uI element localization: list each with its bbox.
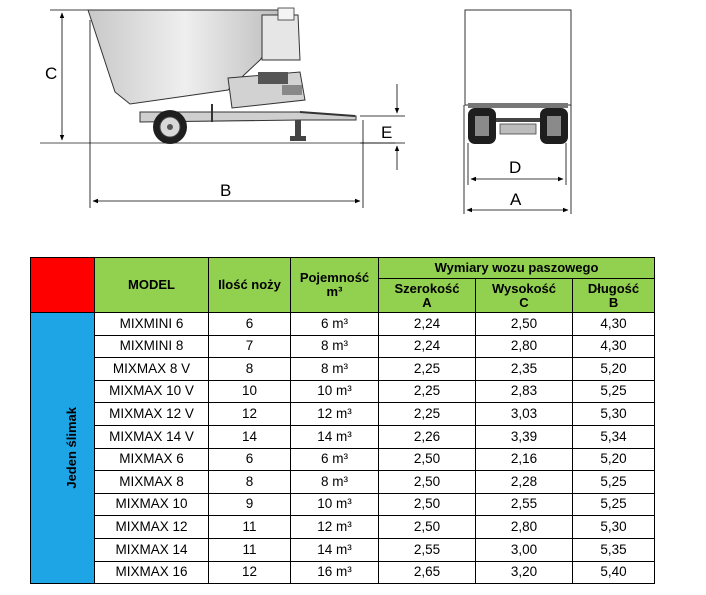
corner-cell: [31, 258, 95, 313]
cell-width: 2,50: [379, 448, 476, 471]
cell-height: 2,55: [476, 493, 573, 516]
cell-height: 2,83: [476, 380, 573, 403]
table-row: [31, 425, 655, 448]
cell-capacity: 8 m³: [291, 358, 379, 381]
table-row: [31, 448, 655, 471]
cell-model: MIXMAX 8: [95, 471, 209, 494]
cell-knives: 9: [209, 493, 291, 516]
table-row: [31, 335, 655, 358]
cell-model: MIXMAX 12: [95, 516, 209, 539]
cell-capacity: 12 m³: [291, 516, 379, 539]
side-view-wagon: [88, 8, 356, 144]
label-e: E: [381, 123, 393, 142]
cell-knives: 12: [209, 403, 291, 426]
cell-model: MIXMINI 8: [95, 335, 209, 358]
label-c: C: [45, 64, 58, 83]
header-length-line2: B: [608, 294, 619, 310]
header-capacity-line1: Pojemność: [299, 270, 370, 286]
cell-width: 2,55: [379, 538, 476, 561]
cell-knives: 14: [209, 425, 291, 448]
cell-length: 5,34: [573, 425, 655, 448]
cell-capacity: 10 m³: [291, 493, 379, 516]
header-capacity: [291, 258, 379, 313]
cell-capacity: 16 m³: [291, 561, 379, 584]
group-label: Jeden ślimak: [64, 406, 80, 489]
cell-capacity: 6 m³: [291, 313, 379, 336]
header-length: [573, 279, 655, 313]
cell-knives: 11: [209, 538, 291, 561]
cell-height: 2,35: [476, 358, 573, 381]
cell-width: 2,26: [379, 425, 476, 448]
cell-height: 3,20: [476, 561, 573, 584]
table-row: [31, 471, 655, 494]
cell-knives: 11: [209, 516, 291, 539]
cell-knives: 7: [209, 335, 291, 358]
cell-model: MIXMAX 16: [95, 561, 209, 584]
table-row: [31, 403, 655, 426]
header-height: [476, 279, 573, 313]
cell-height: 3,00: [476, 538, 573, 561]
table-row: [31, 561, 655, 584]
cell-height: 2,50: [476, 313, 573, 336]
table-row: [31, 538, 655, 561]
cell-width: 2,24: [379, 313, 476, 336]
cell-capacity: 8 m³: [291, 335, 379, 358]
cell-capacity: 14 m³: [291, 538, 379, 561]
cell-model: MIXMAX 10 V: [95, 380, 209, 403]
cell-knives: 8: [209, 471, 291, 494]
label-d: D: [509, 158, 522, 177]
cell-model: MIXMAX 8 V: [95, 358, 209, 381]
cell-knives: 8: [209, 358, 291, 381]
cell-width: 2,24: [379, 335, 476, 358]
cell-capacity: 8 m³: [291, 471, 379, 494]
cell-length: 5,20: [573, 358, 655, 381]
header-capacity-line2: m³: [326, 284, 343, 299]
cell-model: MIXMAX 6: [95, 448, 209, 471]
dimension-e: [360, 84, 405, 170]
cell-model: MIXMINI 6: [95, 313, 209, 336]
cell-length: 5,20: [573, 448, 655, 471]
cell-height: 2,80: [476, 335, 573, 358]
cell-width: 2,25: [379, 403, 476, 426]
cell-height: 3,39: [476, 425, 573, 448]
header-height-line2: C: [519, 294, 529, 310]
cell-length: 5,30: [573, 516, 655, 539]
front-view-wagon: [465, 10, 571, 144]
header-length-line1: Długość: [587, 280, 640, 296]
cell-length: 5,25: [573, 380, 655, 403]
label-b: B: [220, 181, 232, 200]
cell-length: 5,25: [573, 493, 655, 516]
cell-length: 4,30: [573, 313, 655, 336]
cell-width: 2,50: [379, 471, 476, 494]
header-width-line1: Szerokość: [394, 280, 460, 296]
table-row: [31, 313, 655, 336]
cell-model: MIXMAX 12 V: [95, 403, 209, 426]
cell-knives: 6: [209, 448, 291, 471]
cell-width: 2,50: [379, 516, 476, 539]
header-width-line2: A: [422, 294, 432, 310]
cell-width: 2,25: [379, 380, 476, 403]
group-label-cell: [31, 313, 95, 584]
header-height-line1: Wysokość: [491, 280, 557, 296]
cell-length: 5,35: [573, 538, 655, 561]
header-knives: Ilość noży: [209, 258, 291, 313]
cell-height: 2,80: [476, 516, 573, 539]
cell-length: 5,25: [573, 471, 655, 494]
mixer-wagon-diagram: [0, 0, 706, 225]
cell-model: MIXMAX 10: [95, 493, 209, 516]
cell-knives: 10: [209, 380, 291, 403]
cell-capacity: 10 m³: [291, 380, 379, 403]
cell-width: 2,50: [379, 493, 476, 516]
cell-model: MIXMAX 14: [95, 538, 209, 561]
cell-height: 3,03: [476, 403, 573, 426]
table-row: [31, 380, 655, 403]
cell-knives: 12: [209, 561, 291, 584]
cell-capacity: 12 m³: [291, 403, 379, 426]
header-width: [379, 279, 476, 313]
cell-length: 4,30: [573, 335, 655, 358]
cell-height: 2,28: [476, 471, 573, 494]
cell-capacity: 14 m³: [291, 425, 379, 448]
header-model: MODEL: [95, 258, 209, 313]
dimension-c: [45, 10, 90, 140]
cell-model: MIXMAX 14 V: [95, 425, 209, 448]
table-row: [31, 516, 655, 539]
cell-capacity: 6 m³: [291, 448, 379, 471]
specification-table: [30, 257, 655, 584]
cell-length: 5,30: [573, 403, 655, 426]
header-dimensions-group: Wymiary wozu paszowego: [379, 258, 655, 279]
dimension-d: [468, 143, 566, 185]
label-a: A: [510, 190, 522, 209]
cell-width: 2,65: [379, 561, 476, 584]
cell-length: 5,40: [573, 561, 655, 584]
cell-knives: 6: [209, 313, 291, 336]
table-row: [31, 493, 655, 516]
cell-height: 2,16: [476, 448, 573, 471]
cell-width: 2,25: [379, 358, 476, 381]
table-row: [31, 358, 655, 381]
